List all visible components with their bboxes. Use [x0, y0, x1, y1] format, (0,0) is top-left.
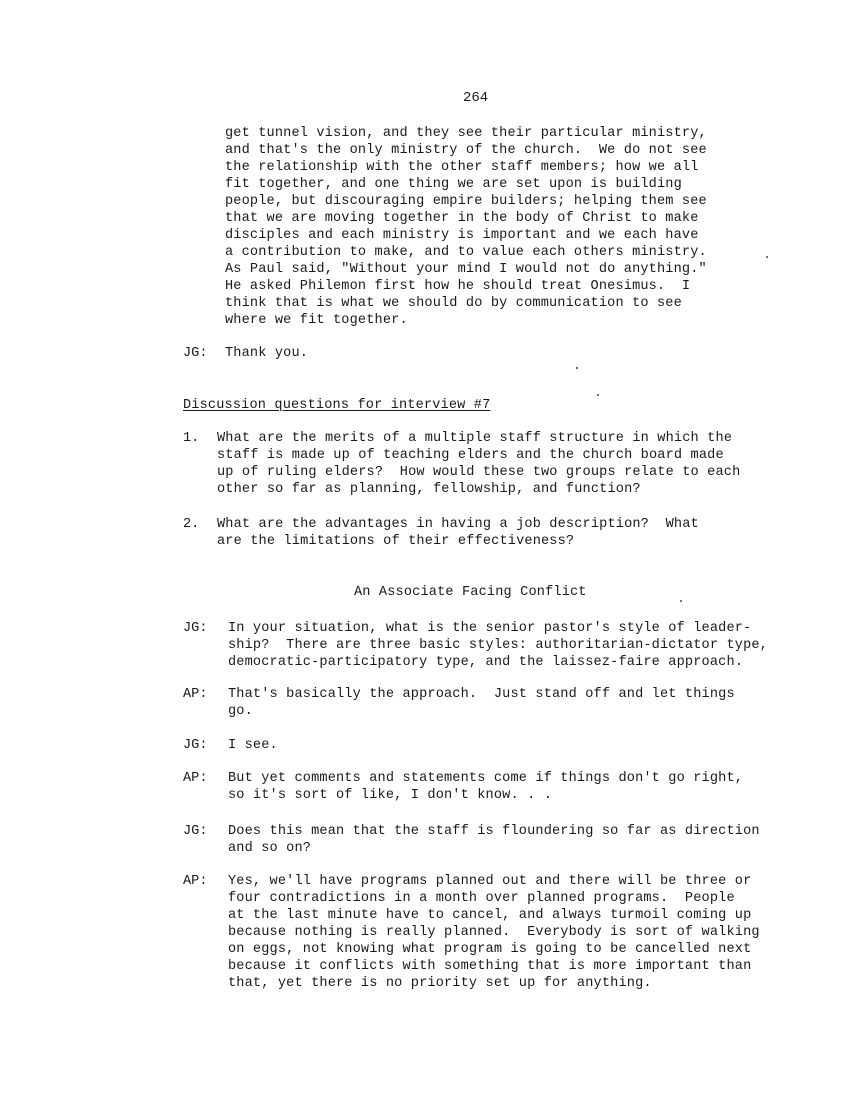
text-line: Yes, we'll have programs planned out and there will be three or	[228, 874, 752, 889]
continuation-paragraph	[225, 125, 707, 329]
dialogue-turn	[228, 770, 743, 804]
page-number: 264	[463, 90, 489, 106]
text-line: because it conflicts with something that is more important than	[228, 959, 752, 974]
speaker-label: AP:	[183, 874, 208, 889]
speaker-label: JG:	[183, 738, 208, 753]
dialogue-turn	[228, 686, 735, 720]
text-line: and so on?	[228, 841, 312, 856]
text-line: But yet comments and statements come if things don't go right,	[228, 771, 744, 786]
text-line: staff is made up of teaching elders and the church board made	[217, 448, 724, 463]
text-line: disciples and each ministry is important and we each have	[225, 228, 699, 243]
dialogue-turn	[228, 823, 760, 857]
discussion-heading: Discussion questions for interview #7	[183, 398, 491, 413]
text-line: on eggs, not knowing what program is going to be cancelled next	[228, 942, 752, 957]
speaker-label: JG:	[183, 824, 208, 839]
text-line: four contradictions in a month over planned programs. People	[228, 891, 735, 906]
dialogue-turn	[228, 620, 768, 671]
dialogue-turn	[228, 737, 278, 754]
question-2	[217, 516, 699, 550]
text-line: at the last minute have to cancel, and always turmoil coming up	[228, 908, 752, 923]
text-line: that we are moving together in the body of Christ to make	[225, 211, 699, 226]
text-line: go.	[228, 704, 253, 719]
text-line: a contribution to make, and to value each others ministry.	[225, 245, 707, 260]
text-line: other so far as planning, fellowship, and function?	[217, 482, 641, 497]
dialogue-turn	[228, 873, 760, 992]
speaker-label: AP:	[183, 687, 208, 702]
text-line: so it's sort of like, I don't know. . .	[228, 788, 552, 803]
text-line: What are the merits of a multiple staff structure in which the	[217, 431, 733, 446]
text-line: where we fit together.	[225, 313, 408, 328]
question-1	[217, 430, 740, 498]
scan-speck	[576, 367, 578, 369]
text-line: that, yet there is no priority set up for anything.	[228, 976, 652, 991]
text-line: up of ruling elders? How would these two groups relate to each	[217, 465, 741, 480]
text-line: think that is what we should do by communication to see	[225, 296, 682, 311]
dialogue-text: Thank you.	[225, 346, 309, 361]
text-line: the relationship with the other staff members; how we all	[225, 160, 699, 175]
section-title: An Associate Facing Conflict	[354, 585, 587, 600]
text-line: In your situation, what is the senior pastor's style of leader-	[228, 621, 752, 636]
question-number: 1.	[183, 431, 200, 446]
scan-speck	[766, 256, 768, 258]
speaker-label: JG:	[183, 346, 208, 361]
speaker-label: JG:	[183, 621, 208, 636]
scan-speck	[680, 600, 682, 602]
text-line: As Paul said, "Without your mind I would not do anything."	[225, 262, 707, 277]
question-number: 2.	[183, 517, 200, 532]
scan-speck	[597, 394, 599, 396]
text-line: ship? There are three basic styles: authoritarian-dictator type,	[228, 638, 768, 653]
text-line: That's basically the approach. Just stand off and let things	[228, 687, 735, 702]
text-line: get tunnel vision, and they see their particular ministry,	[225, 126, 707, 141]
text-line: democratic-participatory type, and the laissez-faire approach.	[228, 655, 744, 670]
text-line: because nothing is really planned. Everybody is sort of walking	[228, 925, 760, 940]
text-line: What are the advantages in having a job description? What	[217, 517, 699, 532]
text-line: I see.	[228, 738, 278, 753]
text-line: fit together, and one thing we are set upon is building	[225, 177, 682, 192]
text-line: people, but discouraging empire builders; helping them see	[225, 194, 707, 209]
text-line: Does this mean that the staff is floundering so far as direction	[228, 824, 760, 839]
text-line: He asked Philemon first how he should treat Onesimus. I	[225, 279, 691, 294]
text-line: and that's the only ministry of the church. We do not see	[225, 143, 707, 158]
speaker-label: AP:	[183, 771, 208, 786]
text-line: are the limitations of their effectiveness?	[217, 534, 575, 549]
